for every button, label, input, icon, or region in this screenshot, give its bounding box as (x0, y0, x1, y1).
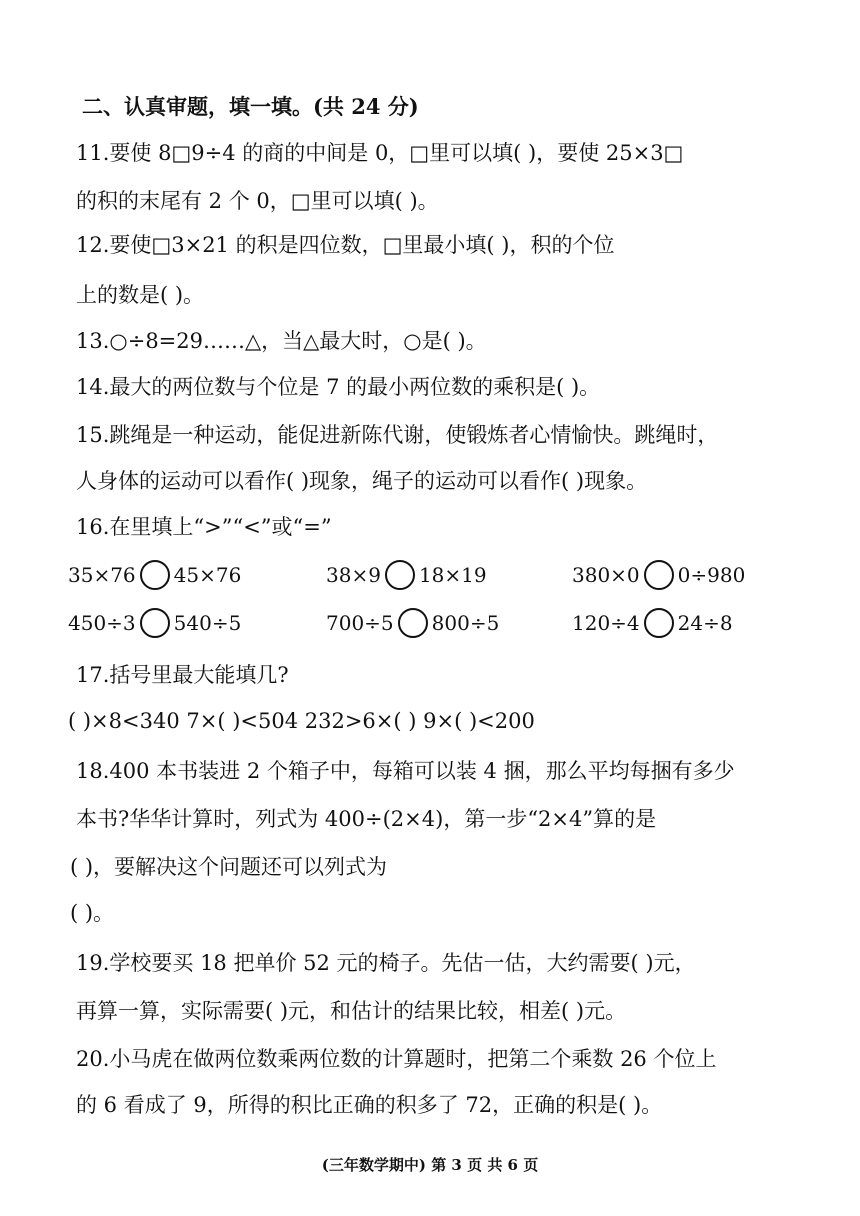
comparison-item (572, 608, 733, 638)
comparison-right: 540÷5 (173, 611, 242, 635)
comparison-left: 380×0 (572, 563, 640, 587)
question-15-line-1: 15.跳绳是一种运动，能促进新陈代谢，使锻炼者心情愉快。跳绳时， (76, 423, 719, 447)
question-12-line-2: 上的数是( )。 (76, 283, 205, 307)
comparison-item (68, 560, 241, 590)
answer-circle[interactable] (644, 608, 674, 638)
question-11-line-1: 11.要使 8□9÷4 的商的中间是 0，□里可以填( )，要使 25×3□ (76, 141, 684, 165)
comparison-right: 18×19 (418, 563, 487, 587)
question-18-line-3: ( )，要解决这个问题还可以列式为 (70, 855, 388, 879)
question-12-line-1: 12.要使□3×21 的积是四位数，□里最小填( )，积的个位 (76, 233, 615, 257)
question-11-line-2: 的积的末尾有 2 个 0，□里可以填( )。 (76, 189, 439, 213)
question-18-line-1: 18.400 本书装进 2 个箱子中，每箱可以装 4 捆，那么平均每捆有多少 (76, 759, 735, 783)
answer-circle[interactable] (644, 560, 674, 590)
question-17-items: ( )×8<340 7×( )<504 232>6×( ) 9×( )<200 (68, 709, 535, 733)
comparison-right: 800÷5 (431, 611, 500, 635)
question-16-title: 16.在里填上“>”“<”或“=” (76, 515, 332, 539)
comparison-left: 700÷5 (326, 611, 394, 635)
comparison-left: 35×76 (68, 563, 136, 587)
question-15-line-2: 人身体的运动可以看作( )现象，绳子的运动可以看作( )现象。 (76, 469, 648, 493)
question-17-title: 17.括号里最大能填几? (76, 663, 289, 687)
answer-circle[interactable] (398, 608, 428, 638)
comparison-item (326, 608, 499, 638)
section-title: 二、认真审题，填一填。(共 24 分) (82, 94, 419, 119)
comparison-left: 450÷3 (68, 611, 136, 635)
question-18-line-2: 本书?华华计算时，列式为 400÷(2×4)，第一步“2×4”算的是 (76, 807, 657, 831)
comparison-item (326, 560, 487, 590)
answer-circle[interactable] (140, 608, 170, 638)
answer-circle[interactable] (385, 560, 415, 590)
question-13: 13.○÷8=29……△，当△最大时，○是( )。 (76, 329, 487, 353)
comparison-right: 24÷8 (677, 611, 733, 635)
comparison-item (572, 560, 745, 590)
question-19-line-2: 再算一算，实际需要( )元，和估计的结果比较，相差( )元。 (76, 999, 627, 1023)
question-14: 14.最大的两位数与个位是 7 的最小两位数的乘积是( )。 (76, 375, 601, 399)
question-20-line-2: 的 6 看成了 9，所得的积比正确的积多了 72，正确的积是( )。 (76, 1093, 663, 1117)
question-20-line-1: 20.小马虎在做两位数乘两位数的计算题时，把第二个乘数 26 个位上 (76, 1047, 717, 1071)
comparison-right: 45×76 (173, 563, 242, 587)
question-18-line-4: ( )。 (70, 901, 115, 925)
comparison-right: 0÷980 (677, 563, 746, 587)
comparison-left: 120÷4 (572, 611, 640, 635)
page-footer: (三年数学期中) 第 3 页 共 6 页 (321, 1156, 539, 1174)
comparison-left: 38×9 (326, 563, 381, 587)
comparison-item (68, 608, 241, 638)
answer-circle[interactable] (140, 560, 170, 590)
question-19-line-1: 19.学校要买 18 把单价 52 元的椅子。先估一估，大约需要( )元， (76, 951, 696, 975)
